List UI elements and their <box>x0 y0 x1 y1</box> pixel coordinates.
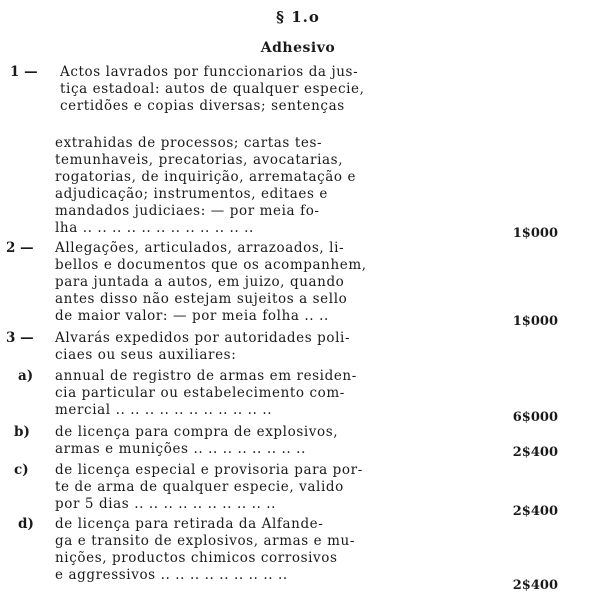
item-price: 2$400 <box>512 504 558 519</box>
item-line: mandados judiciaes: — por meia fo- <box>55 203 320 219</box>
item-line: tiça estadoal: autos de qualquer especie, <box>60 81 365 97</box>
item-line: antes disso não estejam sujeitos a sello <box>55 291 348 307</box>
item-line: temunhaveis, precatorias, avocatarias, <box>55 152 344 168</box>
item-line: rogatorias, de inquirição, arrematação e <box>55 169 357 185</box>
item-price: 2$400 <box>512 578 558 593</box>
item-line: Allegações, articulados, arrazoados, li- <box>55 240 345 256</box>
item-line: ga e transito de explosivos, armas e mu- <box>55 533 356 549</box>
item-marker: 1 — <box>10 64 38 80</box>
item-marker: 3 — <box>6 330 34 346</box>
item-line: bellos e documentos que os acompanhem, <box>55 257 367 273</box>
item-line: Alvarás expedidos por autoridades poli- <box>55 330 351 346</box>
item-line: mercial .. .. .. .. .. .. .. .. .. .. .. <box>55 402 273 418</box>
item-line: annual de registro de armas em residen- <box>55 368 357 384</box>
item-marker: c) <box>14 462 29 478</box>
item-line: Actos lavrados por funccionarios da jus- <box>60 64 359 80</box>
item-price: 1$000 <box>512 314 558 329</box>
item-line: de licença especial e provisoria para por- <box>55 462 363 478</box>
item-line: de maior valor: — por meia folha .. .. <box>55 308 329 324</box>
item-line: para juntada a autos, em juizo, quando <box>55 274 345 290</box>
sub-title: Adhesivo <box>260 40 336 56</box>
item-marker: 2 — <box>6 240 34 256</box>
item-line: adjudicação; instrumentos, editaes e <box>55 186 328 202</box>
item-line: de licença para retirada da Alfande- <box>55 516 324 532</box>
item-line: ciaes ou seus auxiliares: <box>55 347 237 363</box>
item-line: por 5 dias .. .. .. .. .. .. .. .. .. .. <box>55 496 277 512</box>
item-price: 6$000 <box>512 410 558 425</box>
item-line: extrahidas de processos; cartas tes- <box>55 135 323 151</box>
item-line: cia particular ou estabelecimento com- <box>55 385 345 401</box>
item-line: e aggressivos .. .. .. .. .. .. .. .. .. <box>55 567 288 583</box>
item-price: 1$000 <box>512 226 558 241</box>
item-price: 2$400 <box>512 445 558 460</box>
item-marker: d) <box>18 516 34 532</box>
item-line: de licença para compra de explosivos, <box>55 424 339 440</box>
item-marker: b) <box>14 424 30 440</box>
item-line: certidões e copias diversas; sentenças <box>60 98 345 114</box>
section-title: § 1.o <box>276 8 320 26</box>
item-line: te de arma de qualquer especie, valido <box>55 479 344 495</box>
item-line: lha .. .. .. .. .. .. .. .. .. .. .. .. <box>55 220 254 236</box>
item-line: nições, productos chimicos corrosivos <box>55 550 338 566</box>
item-marker: a) <box>18 368 34 384</box>
item-line: armas e munições .. .. .. .. .. .. .. .. <box>55 441 306 457</box>
